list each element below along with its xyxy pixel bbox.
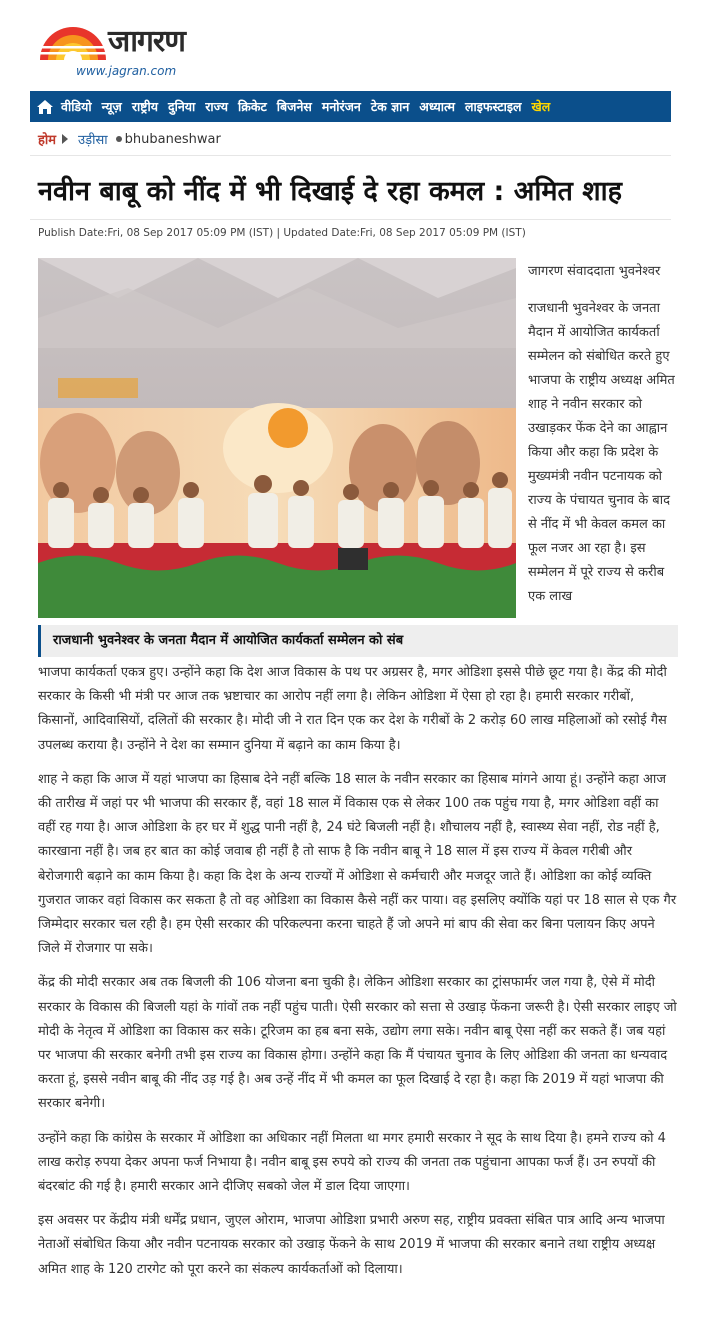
breadcrumb-tag[interactable]: bhubaneshwar bbox=[124, 131, 221, 147]
article-byline: जागरण संवाददाता भुवनेश्वर bbox=[528, 264, 661, 279]
nav-item-world[interactable]: दुनिया bbox=[167, 99, 196, 114]
article-paragraph: इस अवसर पर केंद्रीय मंत्री धर्मेंद्र प्रधान, जुएल ओराम, भाजपा ओडिशा प्रभारी अरुण सह, राष्ट्रीय प्रवक्ता संबित पात्र आदि अन्य भाजपा नेताओं संबोधित किया और नवीन पटनायक सरकार को उखाड़ फेंकने के साथ 2019 में भाजपा की सरकार बनाने तथा राष्ट्रीय अध्यक्ष अमित शाह के 120 टारगेट को पूरा करने का संकल्प कार्यकर्ताओं को दिलाया। bbox=[38, 1213, 665, 1277]
nav-item-national[interactable]: राष्ट्रीय bbox=[131, 99, 158, 114]
breadcrumb-section[interactable]: उड़ीसा bbox=[78, 133, 108, 148]
home-icon bbox=[36, 99, 54, 115]
nav-item-news[interactable]: न्यूज़ bbox=[101, 99, 122, 114]
site-header bbox=[0, 0, 705, 90]
site-url[interactable]: www.jagran.com bbox=[76, 64, 177, 78]
nav-item-video[interactable]: वीडियो bbox=[61, 99, 92, 114]
nav-item-state[interactable]: राज्य bbox=[205, 99, 229, 114]
nav-item-sports[interactable]: खेल bbox=[531, 99, 551, 114]
nav-item-entertainment[interactable]: मनोरंजन bbox=[321, 99, 361, 114]
nav-item-lifestyle[interactable]: लाइफस्टाइल bbox=[465, 99, 522, 114]
logo-text: जागरण bbox=[108, 24, 185, 59]
chevron-right-icon bbox=[62, 134, 68, 144]
article-lead-column bbox=[528, 260, 678, 609]
article-lead-paragraph: राजधानी भुवनेश्वर के जनता मैदान में आयोजित कार्यकर्ता सम्मेलन को संबोधित करते हुए भाजपा के राष्ट्रीय अध्यक्ष अमित शाह ने नवीन सरकार को उखाड़कर फेंक देने का आह्वान किया और कहा कि प्रदेश के मुख्यमंत्री नवीन पटनायक को राज्य के पंचायत चुनाव के बाद से नींद में भी केवल कमल का फूल नजर आ रहा है। इस सम्मेलन में पूरे राज्य से करीब एक लाख bbox=[528, 301, 675, 604]
article-paragraph: शाह ने कहा कि आज में यहां भाजपा का हिसाब देने नहीं बल्कि 18 साल के नवीन सरकार का हिसाब मांगने आया हूं। उन्होंने कहा आज की तारीख में जहां पर भी भाजपा की सरकार हैं, वहां 18 साल में विकास एक से लेकर 100 तक पहुंच गया है, मगर ओडिशा वहीं का वहीं रह गया है। आज ओडिशा के हर घर में शुद्ध पानी नहीं है, 24 घंटे बिजली नहीं है। शौचालय नहीं है, स्वास्थ्य सेवा नहीं, रोड नहीं है, कारखाना नहीं है। जब हर बात का कोई जवाब ही नहीं है तो साफ है कि नवीन बाबू ने 18 साल में इस राज्य में केवल गरीबी और बेरोजगारी बढ़ाने का काम किया है। कहा कि देश के अन्य राज्यों में ओडिशा से कर्मचारी और मजदूर जाते हैं। ओडिशा का कोई व्यक्ति गुजरात जाकर वहां विकास कर सकता है तो वह ओडिशा का विकास कैसे नहीं कर पाया। वह इसलिए क्योंकि यहां पर 18 साल से एक गैर जिम्मेदार सरकार चल रही है। हम ऐसी सरकार की परिकल्पना करना चाहते हैं जो अपने मां बाप की सेवा कर बिना पलायन किए अपने जिले में रोजगार पा सके। bbox=[38, 771, 677, 957]
article-photo[interactable] bbox=[38, 258, 516, 618]
nav-home[interactable] bbox=[34, 91, 56, 122]
divider bbox=[30, 219, 671, 220]
nav-item-cricket[interactable]: क्रिकेट bbox=[238, 99, 267, 114]
nav-item-spirituality[interactable]: अध्यात्म bbox=[419, 99, 456, 114]
article-body bbox=[38, 661, 678, 1292]
article-paragraph: भाजपा कार्यकर्ता एकत्र हुए। उन्होंने कहा कि देश आज विकास के पथ पर अग्रसर है, मगर ओडिशा इससे पीछे छूट गया है। केंद्र की मोदी सरकार के किसी भी मंत्री पर आज तक भ्रष्टाचार का आरोप नहीं लगा है। लेकिन ओडिशा में ऐसा हो रहा है। हमारी सरकार गरीबों, किसानों, आदिवासियों, दलितों की सरकार है। मोदी जी ने रात दिन एक कर देश के गरीबों के 2 करोड़ 60 लाख महिलाओं को रसोई गैस उपलब्ध कराया है। उन्होंने ने देश का सम्मान दुनिया में बढ़ाने का काम किया है। bbox=[38, 665, 667, 753]
sun-logo-icon bbox=[38, 26, 108, 60]
article-paragraph: केंद्र की मोदी सरकार अब तक बिजली की 106 योजना बना चुकी है। लेकिन ओडिशा सरकार का ट्रांसफार्मर जल गया है, ऐसे में मोदी सरकार के विकास की बिजली यहां के गांवों तक नहीं पहुंच पाती। ऐसी सरकार को सत्ता से उखाड़ फेंकना जरूरी है। ऐसी सरकार लाइए जो मोदी के नेतृत्व में ओडिशा का विकास कर सके। टूरिजम का हब बना सके, उद्योग लगा सके। नवीन बाबू ऐसा नहीं कर सकते हैं। जब यहां पर भाजपा की सरकार बनेगी तभी इस राज्य का विकास होगा। उन्होंने कहा कि मैं पंचायत चुनाव के लिए ओडिशा की जनता का धन्यवाद करता हूं, इससे नवीन बाबू की नींद उड़ गई है। अब उन्हें नींद में भी कमल का फूल दिखाई दे रहा है। कहा कि 2019 में यहां भाजपा की सरकार बनेगी। bbox=[38, 975, 677, 1112]
nav-item-business[interactable]: बिजनेस bbox=[276, 99, 312, 114]
breadcrumb bbox=[38, 129, 221, 149]
bullet-icon bbox=[116, 136, 122, 142]
rally-stage-image bbox=[38, 258, 516, 618]
article-paragraph: उन्होंने कहा कि कांग्रेस के सरकार में ओडिशा का अधिकार नहीं मिलता था मगर हमारी सरकार ने सूद के साथ दिया है। हमने राज्य को 4 लाख करोड़ रुपया देकर अपना फर्ज निभाया है। नवीन बाबू इस रुपये को राज्य की जनता तक पहुंचाना आपका फर्ज हैं। उन रुपयों की बंदरबांट की गई है। हमारी सरकार आने दीजिए सबको जेल में डाल दिया जाएगा। bbox=[38, 1130, 666, 1195]
article-headline: नवीन बाबू को नींद में भी दिखाई दे रहा कमल : अमित शाह bbox=[38, 176, 622, 207]
divider bbox=[30, 155, 671, 156]
jagran-logo[interactable] bbox=[38, 22, 208, 62]
nav-item-tech[interactable]: टेक ज्ञान bbox=[370, 99, 410, 114]
photo-caption: राजधानी भुवनेश्वर के जनता मैदान में आयोजित कार्यकर्ता सम्मेलन को संब bbox=[38, 625, 678, 657]
article-dateline: Publish Date:Fri, 08 Sep 2017 05:09 PM (IST) | Updated Date:Fri, 08 Sep 2017 05:09 PM (IST) bbox=[38, 227, 526, 239]
breadcrumb-home[interactable]: होम bbox=[38, 133, 57, 148]
main-nav bbox=[30, 91, 671, 122]
